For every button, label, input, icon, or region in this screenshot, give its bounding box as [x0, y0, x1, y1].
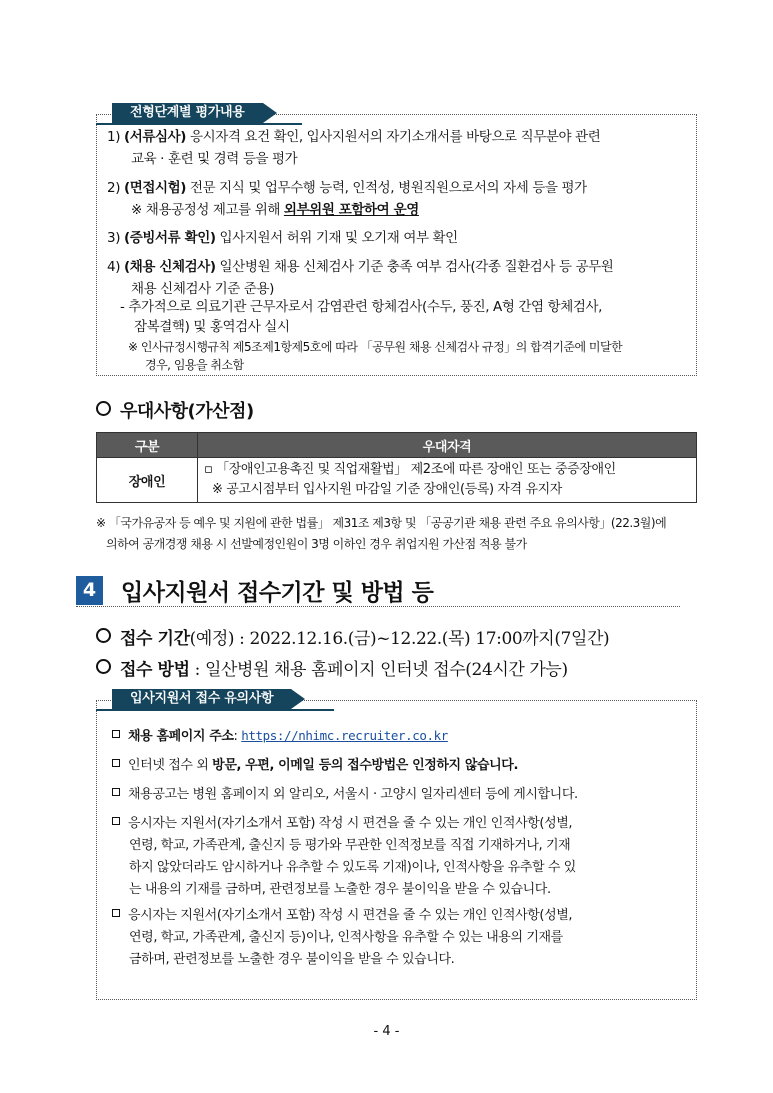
homepage-link[interactable]: https://nhimc.recruiter.co.kr: [241, 728, 448, 743]
eval-item-1-text: 응시자격 요건 확인, 입사지원서의 자기소개서를 바탕으로 직무분야 관련: [186, 129, 601, 145]
application-method: 접수 방법 : 일산병원 채용 홈페이지 인터넷 접수(24시간 가능): [96, 655, 568, 680]
section-number-badge: 4: [76, 576, 103, 605]
section-title: 입사지원서 접수기간 및 방법 등: [121, 580, 434, 606]
table-header-row: [97, 433, 697, 458]
evaluation-tag-line: [96, 123, 302, 125]
notice-item-personal-info-2: 응시자는 지원서(자기소개서 포함) 작성 시 편견을 줄 수 있는 개인 인적사항(성별, 연령, 학교, 가족관계, 출신지 등)이나, 인적사항을 유추할 수 있는 내용의 기재를 금하며, 관련정보를 노출한 경우 불이익을 받을 수 있습니다.: [112, 905, 572, 971]
preference-note-line1: ※ 「국가유공자 등 예우 및 지원에 관한 법률」 제31조 제3항 및 「공공기관 채용 관련 주요 유의사항」(22.3월)에: [96, 516, 667, 530]
table-cell-category: 장애인: [97, 458, 198, 503]
notice-item-method: 인터넷 접수 외 방문, 우편, 이메일 등의 접수방법은 인정하지 않습니다.: [112, 755, 518, 777]
preference-table: [96, 432, 697, 503]
preference-note-line2: 의하여 공개경쟁 채용 시 선발예정인원이 3명 이하인 경우 취업지원 가산점 적용 불가: [106, 537, 527, 551]
notice-tag-line: [96, 709, 334, 711]
eval-item-4-line2: 채용 신체검사 기준 준용): [131, 281, 274, 297]
eval-item-1-label: (서류심사): [123, 129, 187, 145]
eval-item-4-dash-line2: 잠복결핵) 및 홍역검사 실시: [134, 319, 290, 335]
preference-notes: [96, 513, 706, 555]
preference-heading: 우대사항(가산점): [96, 397, 254, 423]
square-bullet-icon: [112, 909, 120, 917]
square-bullet-icon: [112, 730, 120, 738]
eval-item-2-label: (면접시험): [123, 180, 187, 196]
square-bullet-icon: [112, 759, 120, 767]
notice-tag: 입사지원서 접수 유의사항: [112, 689, 291, 709]
eval-item-1: 1) (서류심사) 응시자격 요건 확인, 입사지원서의 자기소개서를 바탕으로 직무분야 관련: [107, 129, 601, 145]
section-divider: [76, 606, 680, 607]
circle-bullet-icon: [96, 401, 111, 416]
eval-item-2-text: 전문 지식 및 업무수행 능력, 인적성, 병원직원으로서의 자세 등을 평가: [186, 180, 587, 196]
notice-item-personal-info-1: 응시자는 지원서(자기소개서 포함) 작성 시 편견을 줄 수 있는 개인 인적사항(성별, 연령, 학교, 가족관계, 출신지 등 평가와 무관한 인적정보를 직접 기재하거나, 기재 하지 않았더라도 암시하거나 유추할 수 있도록 기재)이나, 인적사항을 유추할 수 있 는 내용의 기재를 금하며, 관련정보를 노출한 경우 불이익을 받을 수 있습니다.: [112, 813, 576, 901]
eval-item-1-line2: 교육 · 훈련 및 경력 등을 평가: [131, 151, 298, 167]
eval-item-4: 4) (채용 신체검사) 일산병원 채용 신체검사 기준 충족 여부 검사(각종 질환검사 등 공무원: [107, 259, 614, 275]
table-header-qualification: 우대자격: [198, 433, 697, 458]
eval-item-2: 2) (면접시험) 전문 지식 및 업무수행 능력, 인적성, 병원직원으로서의 자세 등을 평가: [107, 180, 587, 196]
eval-item-4-note-line2: 경우, 임용을 취소함: [145, 358, 244, 372]
circle-bullet-icon: [96, 628, 111, 643]
circle-bullet-icon: [96, 659, 111, 674]
eval-item-2-note: ※ 채용공정성 제고를 위해 외부위원 포함하여 운영: [131, 202, 419, 218]
eval-item-3-text: 입사지원서 허위 기재 및 오기재 여부 확인: [215, 230, 458, 246]
table-row: [97, 458, 697, 503]
eval-item-4-text: 일산병원 채용 신체검사 기준 충족 여부 검사(각종 질환검사 등 공무원: [215, 259, 614, 275]
table-cell-qualification: ▫ 「장애인고용촉진 및 직업재활법」 제2조에 따른 장애인 또는 중증장애인 ※ 공고시점부터 입사지원 마감일 기준 장애인(등록) 자격 유지자: [198, 458, 697, 503]
eval-item-3: 3) (증빙서류 확인) 입사지원서 허위 기재 및 오기재 여부 확인: [107, 230, 458, 246]
square-bullet-icon: [112, 817, 120, 825]
table-header-category: 구분: [97, 433, 198, 458]
eval-item-4-dash: - 추가적으로 의료기관 근무자로서 감염관련 항체검사(수두, 풍진, A형 간염 항체검사,: [120, 299, 603, 315]
eval-item-2-note-underlined: 외부위원 포함하여 운영: [283, 202, 419, 218]
evaluation-tag: 전형단계별 평가내용: [112, 103, 263, 123]
notice-item-posting: 채용공고는 병원 홈페이지 외 알리오, 서울시 · 고양시 일자리센터 등에 게시합니다.: [112, 784, 578, 806]
application-period: 접수 기간(예정) : 2022.12.16.(금)~12.22.(목) 17:00까지(7일간): [96, 624, 609, 649]
square-bullet-icon: [112, 788, 120, 796]
eval-item-4-label: (채용 신체검사): [123, 259, 216, 275]
eval-item-4-note: ※ 인사규정시행규칙 제5조제1항제5호에 따라 「공무원 채용 신체검사 규정」의 합격기준에 미달한: [128, 340, 623, 354]
notice-item-homepage: 채용 홈페이지 주소: https://nhimc.recruiter.co.kr: [112, 725, 448, 748]
eval-item-3-label: (증빙서류 확인): [123, 230, 216, 246]
page-number: - 4 -: [373, 1024, 400, 1039]
